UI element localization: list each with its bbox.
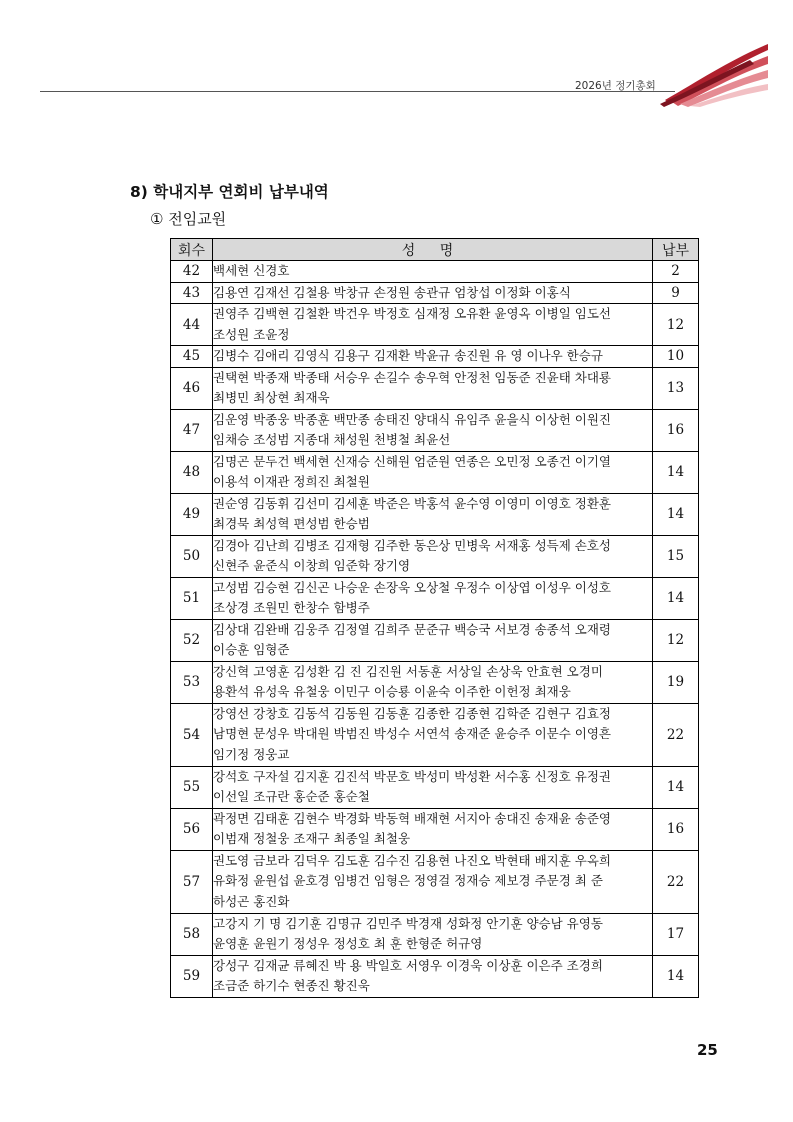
header-names: 성 명 [213, 239, 653, 261]
payment-count-cell: 14 [653, 577, 699, 619]
table-row [171, 661, 699, 703]
table-row [171, 913, 699, 955]
member-names-line: 김명곤 문두건 백세현 신재승 신해원 엄준원 연종은 오민정 오종건 이기열 [213, 453, 612, 469]
member-names-line: 이선일 조규란 홍순준 홍순철 [213, 789, 370, 804]
member-names-line: 강영선 강창호 김동석 김동원 김동훈 김종한 김종현 김학준 김현구 김효정 [213, 705, 612, 721]
round-number-cell: 44 [171, 304, 213, 346]
member-names-cell [213, 282, 653, 304]
round-number-cell: 46 [171, 367, 213, 409]
payment-count-cell: 2 [653, 261, 699, 283]
member-names-cell [213, 766, 653, 808]
member-names-cell [213, 808, 653, 850]
table-row [171, 304, 699, 346]
member-names-cell [213, 955, 653, 997]
member-names-line: 김용연 김재선 김철용 박창규 손정원 송관규 엄창섭 이정화 이홍식 [213, 284, 571, 300]
payment-count-cell: 14 [653, 493, 699, 535]
header-swoosh-graphic [660, 40, 770, 108]
member-names-line: 김경아 김난희 김병조 김재형 김주한 동은상 민병욱 서재홍 성득제 손호성 [213, 537, 612, 553]
table-row [171, 619, 699, 661]
member-names-cell [213, 661, 653, 703]
payment-count-cell: 16 [653, 808, 699, 850]
member-names-line: 김상대 김완배 김웅주 김정열 김희주 문준규 백승국 서보경 송종석 오재령 [213, 621, 612, 637]
round-number-cell: 47 [171, 409, 213, 451]
round-number-cell: 49 [171, 493, 213, 535]
payment-count-cell: 9 [653, 282, 699, 304]
member-names-line: 유화정 윤원섭 윤호경 임병건 임형은 정영걸 정재승 제보경 주문경 최 준 [213, 873, 603, 889]
table-row [171, 493, 699, 535]
round-number-cell: 48 [171, 451, 213, 493]
round-number-cell: 43 [171, 282, 213, 304]
table-row [171, 703, 699, 766]
member-names-cell [213, 619, 653, 661]
header-event-label: 2026년 정기총회 [575, 80, 656, 92]
member-names-line: 고성범 김승현 김신곤 나승운 손장욱 오상철 우정수 이상엽 이성우 이성호 [213, 579, 612, 595]
member-names-line: 강석호 구자설 김지훈 김진석 박문호 박성미 박성환 서수홍 신정호 유정권 [213, 768, 612, 784]
member-names-line: 조성원 조윤정 [213, 326, 290, 342]
member-names-line: 권택현 박종재 박종태 서승우 손길수 송우혁 안정천 임동준 진윤태 차대룡 [213, 369, 612, 385]
member-names-line: 권영주 김백현 김철환 박건우 박정호 심재정 오유환 윤영옥 이병일 임도선 [213, 306, 612, 321]
member-names-line: 하성곤 홍진화 [213, 893, 290, 909]
member-names-line: 용환석 유성욱 유철웅 이민구 이승룡 이윤숙 이주한 이헌정 최재웅 [213, 684, 571, 699]
header-round: 회수 [171, 239, 213, 261]
member-names-cell [213, 261, 653, 283]
member-names-line: 김운영 박종웅 박종훈 백만종 송태진 양대식 유임주 윤을식 이상헌 이원진 [213, 411, 612, 427]
round-number-cell: 53 [171, 661, 213, 703]
member-names-cell [213, 577, 653, 619]
member-names-line: 곽정면 김태훈 김현수 박경화 박동혁 배재현 서지아 송대진 송재윤 송준영 [213, 810, 612, 826]
table-row [171, 346, 699, 368]
member-names-line: 이용석 이재관 정희진 최철원 [213, 474, 370, 489]
member-names-cell [213, 409, 653, 451]
round-number-cell: 54 [171, 703, 213, 766]
table-row [171, 955, 699, 997]
payment-count-cell: 19 [653, 661, 699, 703]
table-row [171, 451, 699, 493]
header-count: 납부 [653, 239, 699, 261]
payment-count-cell: 14 [653, 451, 699, 493]
payment-count-cell: 22 [653, 703, 699, 766]
dues-payment-table [170, 238, 699, 998]
member-names-line: 최경묵 최성혁 편성범 한승범 [213, 516, 370, 531]
member-names-line: 강신혁 고영훈 김성환 김 진 김진원 서동훈 서상일 손상욱 안효현 오경미 [213, 663, 603, 679]
member-names-line: 권도영 금보라 김덕우 김도훈 김수진 김용현 나진오 박현태 배지훈 우옥희 [213, 852, 612, 868]
round-number-cell: 55 [171, 766, 213, 808]
member-names-line: 김병수 김애리 김영식 김용구 김재환 박윤규 송진원 유 영 이나우 한승규 [213, 348, 603, 363]
member-names-line: 백세현 신경호 [213, 263, 290, 278]
member-names-cell [213, 535, 653, 577]
table-row [171, 850, 699, 913]
payment-count-cell: 17 [653, 913, 699, 955]
member-names-line: 임채승 조성범 지종대 채성원 천병철 최윤선 [213, 432, 451, 447]
round-number-cell: 50 [171, 535, 213, 577]
payment-count-cell: 14 [653, 955, 699, 997]
table-row [171, 261, 699, 283]
round-number-cell: 58 [171, 913, 213, 955]
payment-count-cell: 10 [653, 346, 699, 368]
payment-count-cell: 22 [653, 850, 699, 913]
table-row [171, 766, 699, 808]
payment-count-cell: 15 [653, 535, 699, 577]
table-row [171, 282, 699, 304]
round-number-cell: 51 [171, 577, 213, 619]
member-names-line: 임기정 정웅교 [213, 746, 290, 762]
table-row [171, 808, 699, 850]
table-header-row [171, 239, 699, 261]
member-names-line: 조상경 조원민 한창수 함병주 [213, 600, 370, 615]
member-names-cell [213, 703, 653, 766]
member-names-cell [213, 304, 653, 346]
member-names-cell [213, 913, 653, 955]
round-number-cell: 59 [171, 955, 213, 997]
member-names-line: 최병민 최상현 최재욱 [213, 390, 330, 405]
table-body [171, 261, 699, 998]
round-number-cell: 45 [171, 346, 213, 368]
member-names-line: 이승훈 임형준 [213, 642, 290, 657]
round-number-cell: 52 [171, 619, 213, 661]
member-names-cell [213, 850, 653, 913]
round-number-cell: 56 [171, 808, 213, 850]
member-names-line: 남명현 문성우 박대원 박범진 박성수 서연석 송재준 윤승주 이문수 이영흔 [213, 726, 612, 742]
member-names-cell [213, 346, 653, 368]
section-title: 8) 학내지부 연회비 납부내역 [130, 183, 329, 201]
round-number-cell: 42 [171, 261, 213, 283]
member-names-line: 권순영 김동휘 김선미 김세훈 박준은 박홍석 윤수영 이영미 이영호 정환훈 [213, 495, 612, 511]
table-row [171, 577, 699, 619]
payment-count-cell: 12 [653, 304, 699, 346]
member-names-line: 이범재 정철웅 조재구 최종일 최철웅 [213, 831, 411, 846]
section-subtitle: ① 전임교원 [150, 210, 227, 228]
page-number: 25 [697, 1041, 718, 1059]
payment-count-cell: 12 [653, 619, 699, 661]
member-names-line: 신현주 윤준식 이창희 임준학 장기영 [213, 558, 411, 573]
member-names-cell [213, 493, 653, 535]
table-row [171, 535, 699, 577]
round-number-cell: 57 [171, 850, 213, 913]
member-names-line: 조금준 하기수 현종진 황진욱 [213, 978, 370, 993]
member-names-cell [213, 451, 653, 493]
member-names-line: 고강지 기 명 김기훈 김명규 김민주 박경재 성화정 안기훈 양승남 유영동 [213, 915, 603, 931]
member-names-line: 윤영훈 윤원기 정성우 정성호 최 훈 한형준 허규영 [213, 936, 483, 951]
table-row [171, 367, 699, 409]
member-names-line: 강성구 김재균 류혜진 박 용 박일호 서영우 이경욱 이상훈 이은주 조경희 [213, 957, 603, 973]
payment-count-cell: 13 [653, 367, 699, 409]
payment-count-cell: 14 [653, 766, 699, 808]
payment-count-cell: 16 [653, 409, 699, 451]
member-names-cell [213, 367, 653, 409]
table-row [171, 409, 699, 451]
